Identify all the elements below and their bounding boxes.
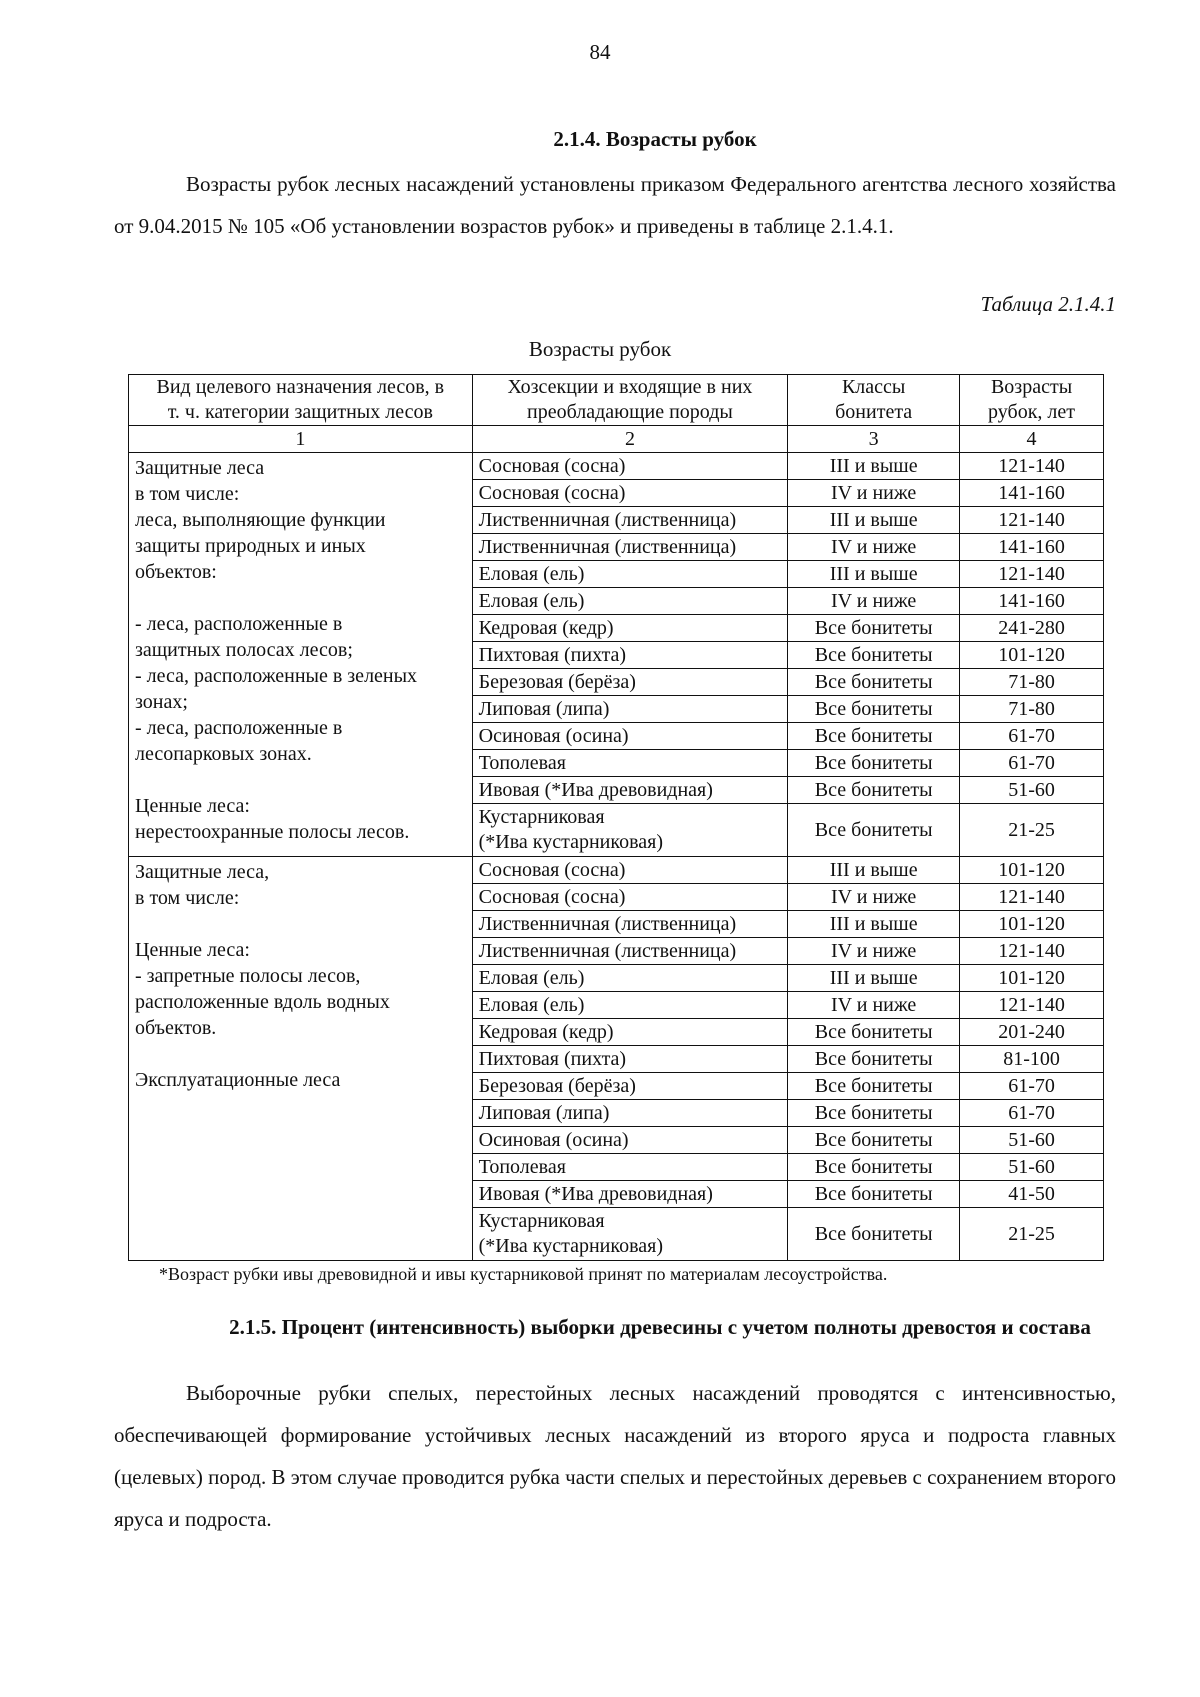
bonitet-cell: III и выше <box>788 453 960 480</box>
category-line: зонах; <box>135 691 188 713</box>
category-line: Защитные леса <box>135 457 265 479</box>
bonitet-cell: Все бонитеты <box>788 642 960 669</box>
species-cell: Лиственничная (лиственница) <box>472 938 788 965</box>
species-cell: Липовая (липа) <box>472 696 788 723</box>
age-cell: 51-60 <box>960 1127 1104 1154</box>
species-cell: Тополевая <box>472 1154 788 1181</box>
bonitet-cell: Все бонитеты <box>788 1046 960 1073</box>
bonitet-cell: Все бонитеты <box>788 1181 960 1208</box>
category-line: нерестоохранные полосы лесов. <box>135 821 410 843</box>
category-line: - леса, расположенные в зеленых <box>135 665 418 687</box>
age-cell: 141-160 <box>960 588 1104 615</box>
age-cell: 201-240 <box>960 1019 1104 1046</box>
header-sections-species: Хозсекции и входящие в них преобладающие породы <box>472 375 788 426</box>
bonitet-cell: Все бонитеты <box>788 669 960 696</box>
age-cell: 241-280 <box>960 615 1104 642</box>
age-cell: 61-70 <box>960 1073 1104 1100</box>
bonitet-cell: Все бонитеты <box>788 723 960 750</box>
bonitet-cell: Все бонитеты <box>788 777 960 804</box>
age-cell: 81-100 <box>960 1046 1104 1073</box>
column-number: 4 <box>960 426 1104 453</box>
species-cell: Кустарниковая (*Ива кустарниковая) <box>472 1208 788 1261</box>
species-cell: Еловая (ель) <box>472 965 788 992</box>
age-cell: 61-70 <box>960 1100 1104 1127</box>
species-cell: Еловая (ель) <box>472 561 788 588</box>
table-header-row <box>129 375 1104 426</box>
bonitet-cell: Все бонитеты <box>788 804 960 857</box>
section-2-1-5-paragraph: Выборочные рубки спелых, перестойных лесных насаждений проводятся с интенсивностью, обеспечивающей формирование устойчивых лесных насаждений из второго яруса и подроста главных (целевых) пород. В этом случае проводится рубка части спелых и перестойных деревьев с сохранением второго яруса и подроста. <box>114 1381 1116 1531</box>
bonitet-cell: III и выше <box>788 965 960 992</box>
category-line: Ценные леса: <box>135 939 250 961</box>
bonitet-cell: IV и ниже <box>788 480 960 507</box>
age-cell: 101-120 <box>960 857 1104 884</box>
bonitet-cell: Все бонитеты <box>788 615 960 642</box>
species-cell: Тополевая <box>472 750 788 777</box>
species-cell: Березовая (берёза) <box>472 669 788 696</box>
age-cell: 41-50 <box>960 1181 1104 1208</box>
section-heading-2-1-4: 2.1.4. Возрасты рубок <box>553 127 757 151</box>
category-line: леса, выполняющие функции <box>135 509 386 531</box>
bonitet-cell: Все бонитеты <box>788 1019 960 1046</box>
category-line: в том числе: <box>135 483 240 505</box>
age-cell: 121-140 <box>960 992 1104 1019</box>
category-line: защитных полосах лесов; <box>135 639 353 661</box>
age-cell: 71-80 <box>960 669 1104 696</box>
species-cell: Сосновая (сосна) <box>472 857 788 884</box>
species-cell: Пихтовая (пихта) <box>472 1046 788 1073</box>
age-cell: 121-140 <box>960 938 1104 965</box>
age-cell: 51-60 <box>960 777 1104 804</box>
cutting-ages-table <box>128 374 1104 1261</box>
age-cell: 61-70 <box>960 723 1104 750</box>
age-cell: 121-140 <box>960 561 1104 588</box>
age-cell: 121-140 <box>960 507 1104 534</box>
bonitet-cell: Все бонитеты <box>788 696 960 723</box>
bonitet-cell: III и выше <box>788 857 960 884</box>
bonitet-cell: IV и ниже <box>788 588 960 615</box>
category-line: лесопарковых зонах. <box>135 743 312 765</box>
category-line: объектов: <box>135 561 217 583</box>
section-2-1-4-paragraph: Возрасты рубок лесных насаждений установлены приказом Федерального агентства лесного хозяйства от 9.04.2015 № 105 «Об установлении возрастов рубок» и приведены в таблице 2.1.4.1. <box>114 172 1116 238</box>
bonitet-cell: Все бонитеты <box>788 1154 960 1181</box>
table-footnote: *Возраст рубки ивы древовидной и ивы кустарниковой принят по материалам лесоустройства. <box>159 1264 888 1284</box>
category-line: Ценные леса: <box>135 795 250 817</box>
bonitet-cell: Все бонитеты <box>788 1073 960 1100</box>
bonitet-cell: Все бонитеты <box>788 1127 960 1154</box>
section-heading-2-1-5: 2.1.5. Процент (интенсивность) выборки древесины с учетом полноты древостоя и состава <box>229 1315 1091 1339</box>
header-forest-purpose: Вид целевого назначения лесов, в т. ч. категории защитных лесов <box>129 375 473 426</box>
bonitet-cell: Все бонитеты <box>788 1100 960 1127</box>
species-cell: Березовая (берёза) <box>472 1073 788 1100</box>
species-cell: Еловая (ель) <box>472 588 788 615</box>
age-cell: 61-70 <box>960 750 1104 777</box>
table-row <box>129 453 1104 480</box>
age-cell: 121-140 <box>960 453 1104 480</box>
species-cell: Сосновая (сосна) <box>472 884 788 911</box>
category-line: - леса, расположенные в <box>135 613 343 635</box>
bonitet-cell: IV и ниже <box>788 992 960 1019</box>
table-body <box>129 453 1104 1261</box>
category-line <box>135 585 466 611</box>
category-line: Эксплуатационные леса <box>135 1069 341 1091</box>
species-cell: Сосновая (сосна) <box>472 453 788 480</box>
species-cell: Кедровая (кедр) <box>472 615 788 642</box>
column-number: 1 <box>129 426 473 453</box>
forest-category-cell <box>129 453 473 857</box>
bonitet-cell: IV и ниже <box>788 938 960 965</box>
column-number: 2 <box>472 426 788 453</box>
forest-category-cell <box>129 857 473 1261</box>
category-line: - запретные полосы лесов, <box>135 965 361 987</box>
bonitet-cell: IV и ниже <box>788 534 960 561</box>
species-cell: Ивовая (*Ива древовидная) <box>472 777 788 804</box>
bonitet-cell: IV и ниже <box>788 884 960 911</box>
age-cell: 51-60 <box>960 1154 1104 1181</box>
species-cell: Пихтовая (пихта) <box>472 642 788 669</box>
table-row <box>129 857 1104 884</box>
species-cell: Сосновая (сосна) <box>472 480 788 507</box>
category-line: в том числе: <box>135 887 240 909</box>
page-number: 84 <box>589 40 611 64</box>
species-cell: Осиновая (осина) <box>472 1127 788 1154</box>
header-cutting-age: Возрасты рубок, лет <box>960 375 1104 426</box>
species-cell: Лиственничная (лиственница) <box>472 507 788 534</box>
category-line <box>135 911 466 937</box>
category-line <box>135 1041 466 1067</box>
category-line: расположенные вдоль водных <box>135 991 390 1013</box>
age-cell: 71-80 <box>960 696 1104 723</box>
bonitet-cell: Все бонитеты <box>788 1208 960 1261</box>
bonitet-cell: III и выше <box>788 911 960 938</box>
species-cell: Ивовая (*Ива древовидная) <box>472 1181 788 1208</box>
species-cell: Кустарниковая (*Ива кустарниковая) <box>472 804 788 857</box>
category-line: объектов. <box>135 1017 217 1039</box>
category-line: Защитные леса, <box>135 861 270 883</box>
species-cell: Лиственничная (лиственница) <box>472 911 788 938</box>
bonitet-cell: Все бонитеты <box>788 750 960 777</box>
species-cell: Лиственничная (лиственница) <box>472 534 788 561</box>
age-cell: 141-160 <box>960 480 1104 507</box>
age-cell: 21-25 <box>960 804 1104 857</box>
category-line: защиты природных и иных <box>135 535 366 557</box>
bonitet-cell: III и выше <box>788 561 960 588</box>
species-cell: Еловая (ель) <box>472 992 788 1019</box>
bonitet-cell: III и выше <box>788 507 960 534</box>
age-cell: 121-140 <box>960 884 1104 911</box>
category-line: - леса, расположенные в <box>135 717 343 739</box>
species-cell: Липовая (липа) <box>472 1100 788 1127</box>
column-number-row <box>129 426 1104 453</box>
category-line <box>135 767 466 793</box>
age-cell: 101-120 <box>960 642 1104 669</box>
species-cell: Осиновая (осина) <box>472 723 788 750</box>
age-cell: 21-25 <box>960 1208 1104 1261</box>
age-cell: 141-160 <box>960 534 1104 561</box>
age-cell: 101-120 <box>960 911 1104 938</box>
age-cell: 101-120 <box>960 965 1104 992</box>
table-label: Таблица 2.1.4.1 <box>980 292 1116 316</box>
column-number: 3 <box>788 426 960 453</box>
header-bonitet-class: Классы бонитета <box>788 375 960 426</box>
table-title: Возрасты рубок <box>528 337 672 361</box>
species-cell: Кедровая (кедр) <box>472 1019 788 1046</box>
